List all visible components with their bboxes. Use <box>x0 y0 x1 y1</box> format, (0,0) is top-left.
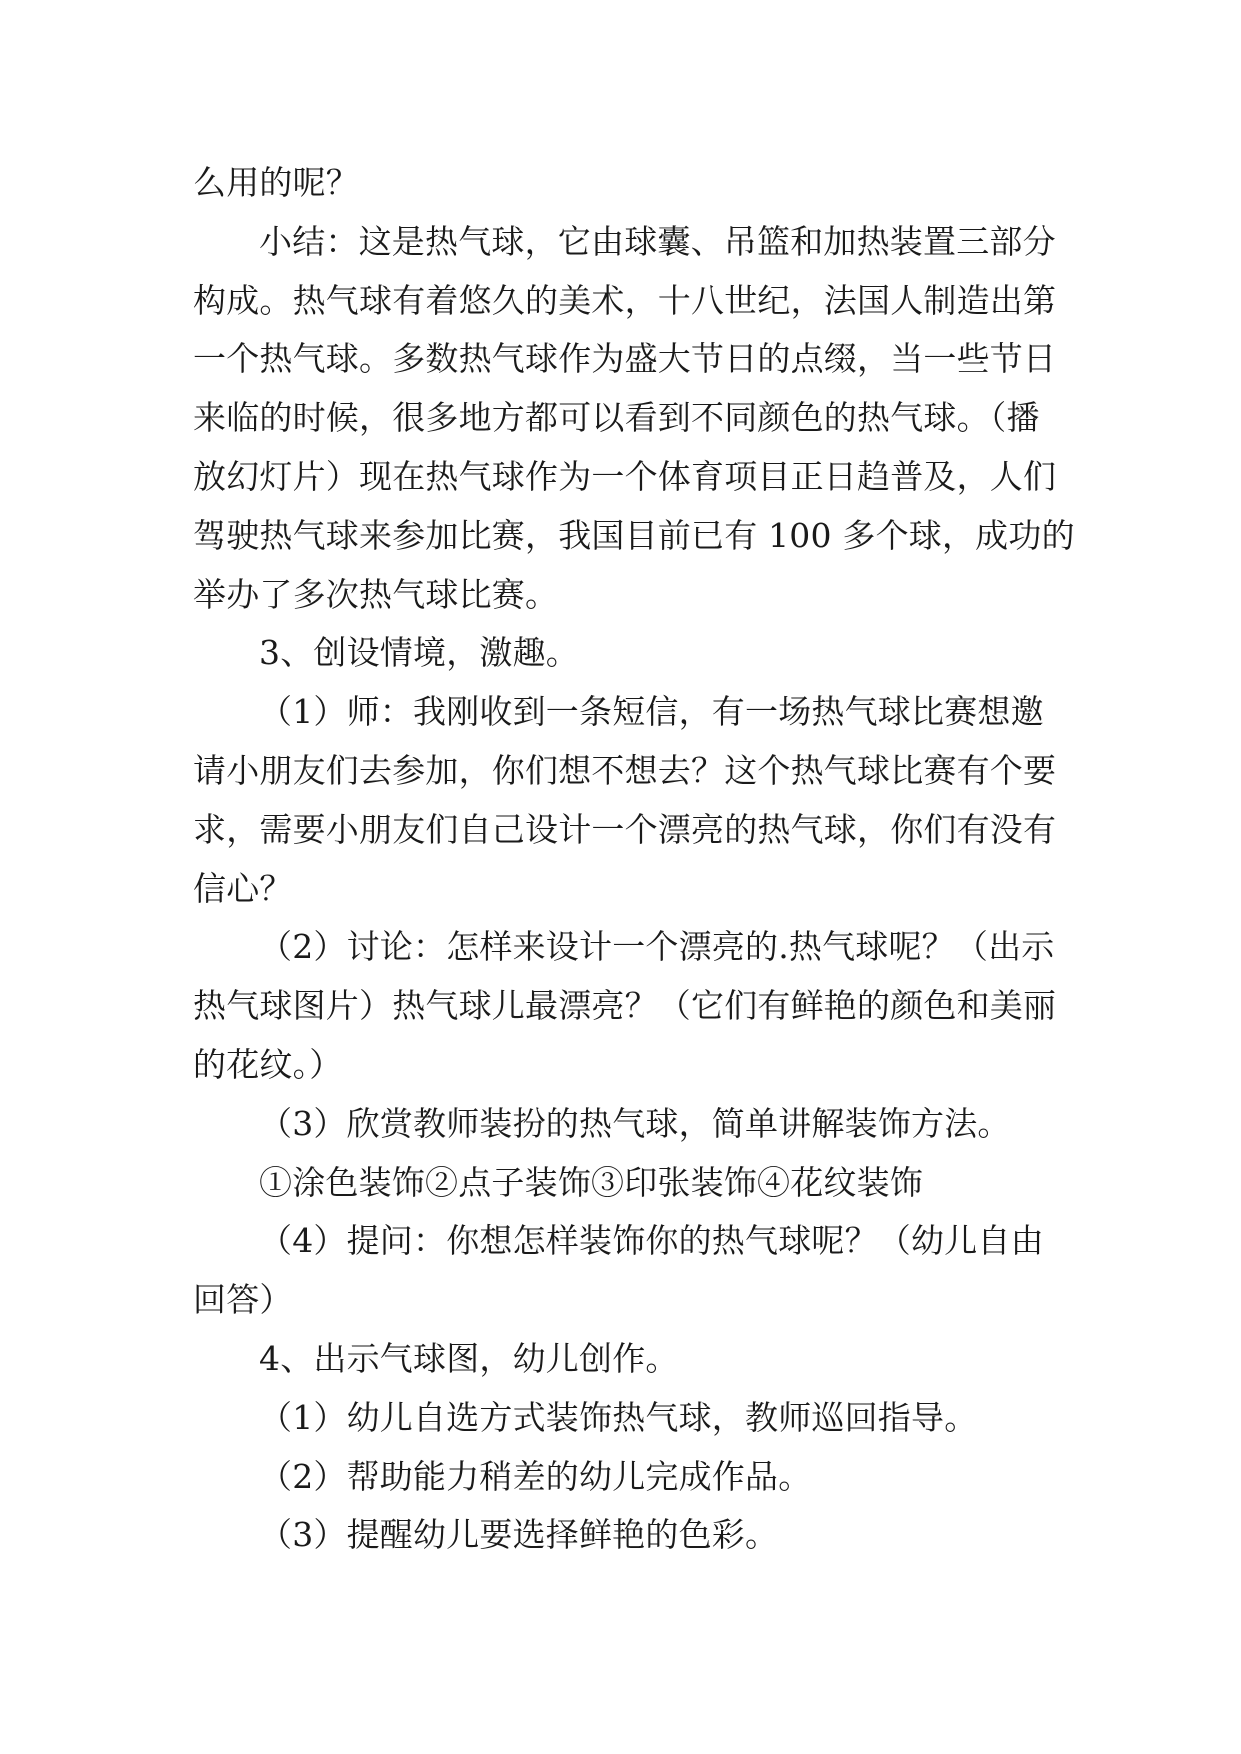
text-line: 一个热气球。多数热气球作为盛大节日的点缀，当一些节日 <box>193 339 1057 379</box>
text-line: （1）师：我刚收到一条短信，有一场热气球比赛想邀 <box>259 692 1044 732</box>
text-line: 热气球图片）热气球儿最漂亮？（它们有鲜艳的颜色和美丽 <box>193 986 1057 1026</box>
text-line: （3）欣赏教师装扮的热气球，简单讲解装饰方法。 <box>259 1103 1011 1143</box>
paragraph-step-2 <box>193 1448 1063 1507</box>
text-line: 3、创设情境，激趣。 <box>259 633 579 673</box>
text-line: 的花纹。） <box>193 1044 343 1084</box>
paragraph-item-1 <box>193 683 1063 918</box>
document-page <box>193 154 1075 1565</box>
text-line: 4、出示气球图，幼儿创作。 <box>259 1338 679 1378</box>
text-line: 信心？ <box>193 868 293 908</box>
text-line: 请小朋友们去参加，你们想不想去？这个热气球比赛有个要 <box>193 750 1057 790</box>
paragraph-item-3 <box>193 1095 1063 1154</box>
text-line: 求，需要小朋友们自己设计一个漂亮的热气球，你们有没有 <box>193 809 1057 849</box>
paragraph-summary <box>193 213 1075 625</box>
text-line: （3）提醒幼儿要选择鲜艳的色彩。 <box>259 1515 779 1555</box>
section-heading-4 <box>193 1330 1063 1389</box>
paragraph-step-1 <box>193 1389 1063 1448</box>
paragraph-item-2 <box>193 918 1063 1094</box>
text-line: 举办了多次热气球比赛。 <box>193 574 559 614</box>
text-line: 放幻灯片）现在热气球作为一个体育项目正日趋普及，人们 <box>193 456 1057 496</box>
text-line: 小结：这是热气球，它由球囊、吊篮和加热装置三部分 <box>259 221 1056 261</box>
text-line: （4）提问：你想怎样装饰你的热气球呢？（幼儿自由 <box>259 1221 1044 1261</box>
text-line: （2）讨论：怎样来设计一个漂亮的.热气球呢？（出示 <box>259 927 1055 967</box>
paragraph-decoration-methods <box>193 1154 1063 1213</box>
paragraph-continuation <box>193 154 1063 213</box>
text-line: 驾驶热气球来参加比赛，我国目前已有 100 多个球，成功的 <box>193 515 1075 555</box>
paragraph-step-3 <box>193 1506 1063 1565</box>
text-line: （2）帮助能力稍差的幼儿完成作品。 <box>259 1456 812 1496</box>
section-heading-3 <box>193 624 1063 683</box>
text-line: ①涂色装饰②点子装饰③印张装饰④花纹装饰 <box>259 1162 923 1202</box>
text-line: 构成。热气球有着悠久的美术，十八世纪，法国人制造出第 <box>193 280 1057 320</box>
paragraph-item-4 <box>193 1212 1063 1330</box>
text-line: （1）幼儿自选方式装饰热气球，教师巡回指导。 <box>259 1397 978 1437</box>
text-line: 来临的时候，很多地方都可以看到不同颜色的热气球。（播 <box>193 398 1040 438</box>
text-line: 么用的呢？ <box>193 163 359 202</box>
text-line: 回答） <box>193 1280 293 1320</box>
